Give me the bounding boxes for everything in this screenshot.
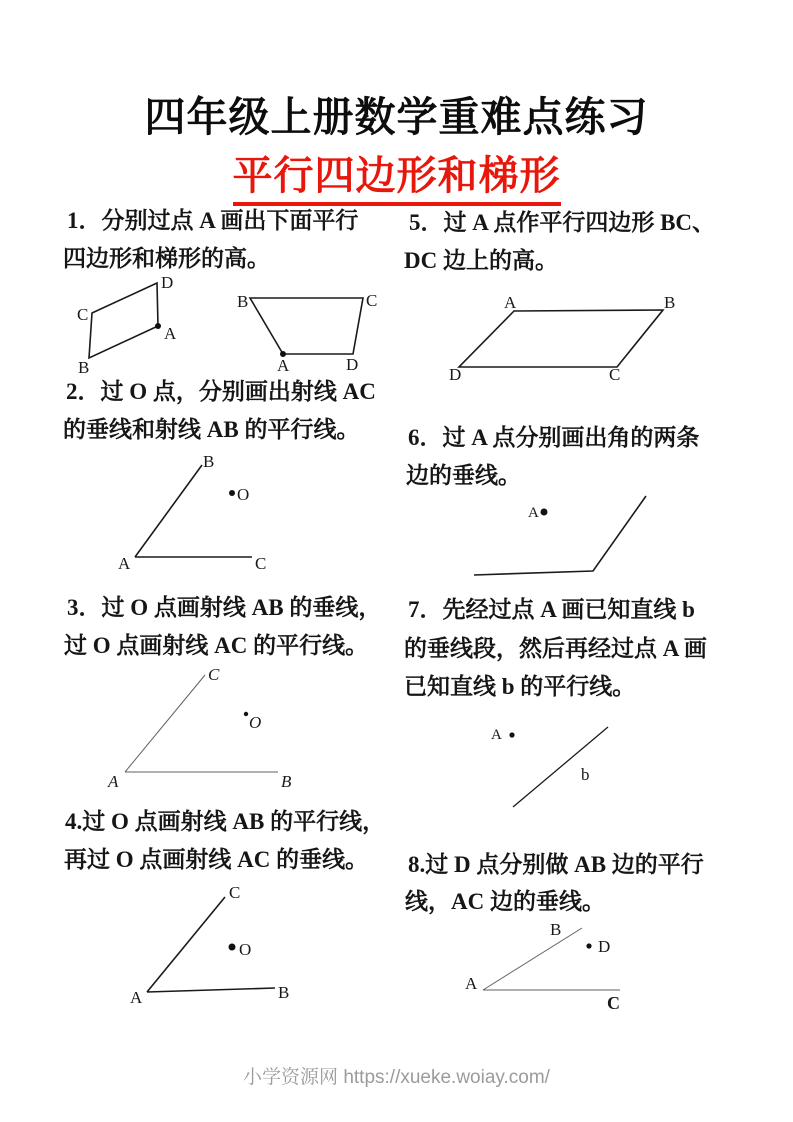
footer-watermark: 小学资源网 https://xueke.woiay.com/: [243, 1067, 550, 1088]
exercise-2-line-2: 的垂线和射线 AB 的平行线。: [63, 417, 360, 442]
exercise-6-line-2: 边的垂线。: [406, 463, 521, 488]
vertex-label-b: B: [237, 292, 249, 311]
point-o-dot: [244, 712, 248, 716]
point-a-dot: [155, 323, 161, 329]
point-label-o: O: [239, 940, 252, 959]
subtitle-wrap: [0, 144, 793, 206]
exercise-6-line-1: 6．过 A 点分别画出角的两条: [408, 425, 700, 450]
vertex-label-a: A: [504, 293, 517, 312]
point-o-dot: [229, 944, 236, 951]
figure-7-line-b: [480, 715, 630, 820]
exercise-5-line-1: 5．过 A 点作平行四边形 BC、: [409, 210, 716, 235]
ray-ab: [483, 928, 582, 990]
ray-ab: [147, 988, 275, 992]
parallelogram-shape: [89, 283, 158, 358]
exercise-7-line-1: 7．先经过点 A 画已知直线 b: [408, 597, 695, 622]
point-label-o: O: [237, 485, 250, 504]
point-a-dot: [509, 732, 514, 737]
ray-ab: [135, 465, 202, 557]
vertex-label-b: B: [664, 293, 676, 312]
point-d-dot: [586, 943, 591, 948]
exercise-4-line-2: 再过 O 点画射线 AC 的垂线。: [64, 847, 369, 872]
ray-ac: [125, 675, 205, 772]
vertex-label-a: A: [277, 356, 290, 375]
exercise-8-line-1: 8.过 D 点分别做 AB 边的平行: [408, 852, 704, 877]
figure-1-trapezoid: [235, 288, 385, 376]
exercise-1-line-2: 四边形和梯形的高。: [63, 246, 270, 271]
vertex-label-c: C: [208, 665, 220, 684]
page-subtitle: 平行四边形和梯形: [233, 144, 561, 206]
vertex-label-c: C: [229, 883, 241, 902]
exercise-4-line-1: 4.过 O 点画射线 AB 的平行线，: [65, 809, 386, 834]
page-title: 四年级上册数学重难点练习: [144, 94, 649, 140]
parallelogram-shape: [459, 310, 663, 367]
vertex-label-a: A: [118, 554, 131, 572]
point-label-d: D: [598, 937, 611, 956]
ray-ac: [147, 897, 225, 992]
line-b: [513, 727, 608, 807]
exercise-7-line-3: 已知直线 b 的平行线。: [404, 674, 636, 699]
exercise-2-line-1: 2．过 O 点，分别画出射线 AC: [66, 379, 376, 404]
figure-2-angle: [100, 445, 290, 572]
vertex-label-b: B: [78, 358, 90, 377]
trapezoid-shape: [250, 298, 363, 354]
vertex-label-c: C: [609, 365, 621, 384]
exercise-8-line-2: 线，AC 边的垂线。: [405, 889, 605, 914]
figure-3-angle: [95, 655, 300, 792]
vertex-label-b: B: [203, 452, 215, 471]
vertex-label-c: C: [607, 993, 620, 1013]
figure-6-angle: [455, 485, 670, 585]
vertex-label-a: A: [130, 988, 143, 1007]
vertex-label-a: A: [164, 324, 177, 343]
vertex-label-b: B: [278, 983, 290, 1002]
exercise-5-line-2: DC 边上的高。: [404, 248, 558, 273]
point-label-o: O: [249, 713, 262, 732]
vertex-label-d: D: [346, 355, 359, 374]
vertex-label-a: A: [108, 772, 119, 791]
vertex-label-b: B: [281, 772, 292, 791]
vertex-label-d: D: [161, 273, 174, 292]
exercise-3-line-1: 3．过 O 点画射线 AB 的垂线，: [67, 595, 382, 620]
point-label-a: A: [528, 505, 539, 521]
vertex-label-b: B: [550, 920, 562, 939]
figure-8-angle: [455, 915, 655, 1017]
figure-1-parallelogram: [75, 272, 180, 377]
point-label-a: A: [491, 727, 502, 743]
line-label-b: b: [581, 765, 590, 784]
point-o-dot: [229, 490, 235, 496]
vertex-label-c: C: [77, 305, 89, 324]
figure-5-parallelogram: [440, 285, 690, 385]
angle-sides: [474, 496, 646, 575]
exercise-7-line-2: 的垂线段，然后再经过点 A 画: [404, 636, 707, 661]
figure-4-angle: [115, 870, 305, 1007]
vertex-label-c: C: [255, 554, 267, 572]
vertex-label-a: A: [465, 974, 478, 993]
vertex-label-d: D: [449, 365, 462, 384]
vertex-label-c: C: [366, 291, 378, 310]
exercise-3-line-2: 过 O 点画射线 AC 的平行线。: [64, 633, 369, 658]
exercise-1-line-1: 1．分别过点 A 画出下面平行: [67, 208, 359, 233]
point-a-dot: [541, 509, 548, 516]
